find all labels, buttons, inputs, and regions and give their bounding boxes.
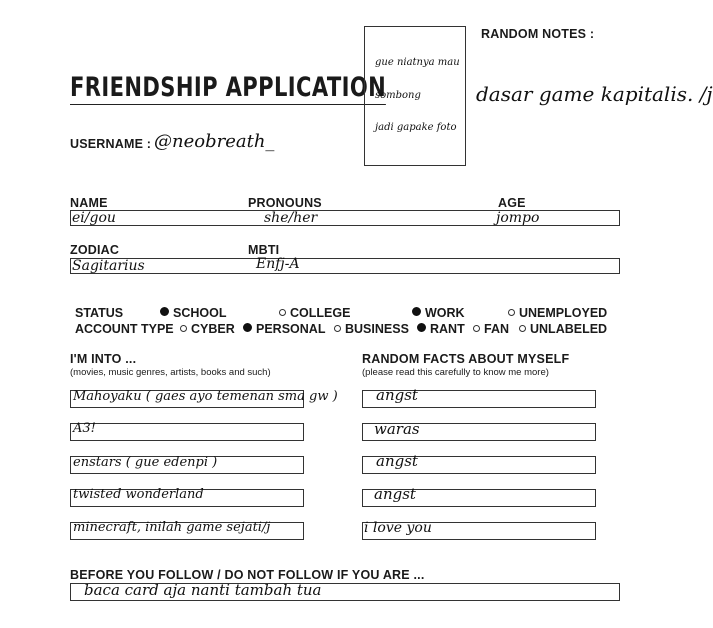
into-item-box[interactable] <box>70 423 304 441</box>
account-option-personal[interactable]: PERSONAL <box>243 322 325 336</box>
account-option-unlabeled[interactable]: UNLABELED <box>519 322 607 336</box>
photo-note-line: sombong <box>375 90 421 101</box>
follow-value: baca card aja nanti tambah tua <box>84 581 322 599</box>
account-option-business[interactable]: BUSINESS <box>334 322 409 336</box>
pronouns-label: PRONOUNS <box>248 196 322 210</box>
mbti-value: Enfj-A <box>256 256 300 272</box>
status-option-work[interactable]: WORK <box>412 306 465 320</box>
into-item-text: minecraft, inilah game sejati/j <box>73 520 271 535</box>
radio-empty-icon <box>180 325 187 332</box>
fact-item-text: angst <box>376 386 418 404</box>
into-item-text: Mahoyaku ( gaes ayo temenan sma gw ) <box>73 389 338 404</box>
status-row <box>75 306 635 322</box>
page-title: FRIENDSHIP APPLICATION <box>70 72 387 103</box>
facts-sublabel: (please read this carefully to know me more) <box>362 367 549 378</box>
zodiac-mbti-field[interactable] <box>70 258 620 274</box>
fact-item-text: angst <box>374 485 416 503</box>
account-option-fan[interactable]: FAN <box>473 322 509 336</box>
account-option-rant[interactable]: RANT <box>417 322 465 336</box>
radio-empty-icon <box>519 325 526 332</box>
radio-filled-icon <box>243 323 252 332</box>
account-type-row <box>75 322 635 338</box>
into-item-text: enstars ( gue edenpi ) <box>73 455 218 470</box>
age-label: AGE <box>498 196 526 210</box>
name-value: ei/gou <box>72 210 116 226</box>
radio-filled-icon <box>160 307 169 316</box>
username-value: @neobreath_ <box>154 131 275 152</box>
status-option-unemployed[interactable]: UNEMPLOYED <box>508 306 607 320</box>
radio-empty-icon <box>334 325 341 332</box>
photo-note-line: jadi gapake foto <box>375 122 457 133</box>
fact-item-text: i love you <box>364 520 432 536</box>
radio-empty-icon <box>473 325 480 332</box>
username-label: USERNAME : <box>70 137 152 151</box>
radio-empty-icon <box>508 309 515 316</box>
account-type-label: ACCOUNT TYPE <box>75 322 174 336</box>
into-item-text: A3! <box>73 421 96 436</box>
radio-filled-icon <box>417 323 426 332</box>
photo-note-line: gue niatnya mau <box>375 57 460 68</box>
age-value: jompo <box>496 210 540 226</box>
name-label: NAME <box>70 196 108 210</box>
status-option-school[interactable]: SCHOOL <box>160 306 226 320</box>
follow-label: BEFORE YOU FOLLOW / DO NOT FOLLOW IF YOU ARE ... <box>70 568 425 582</box>
zodiac-value: Sagitarius <box>72 258 145 274</box>
status-option-college[interactable]: COLLEGE <box>279 306 350 320</box>
mbti-label: MBTI <box>248 243 280 257</box>
into-label: I'M INTO ... <box>70 352 137 366</box>
fact-item-text: angst <box>376 452 418 470</box>
radio-filled-icon <box>412 307 421 316</box>
photo-box <box>364 26 466 166</box>
status-label: STATUS <box>75 306 124 320</box>
account-option-cyber[interactable]: CYBER <box>180 322 235 336</box>
random-notes-value: dasar game kapitalis. /j <box>476 82 713 106</box>
facts-label: RANDOM FACTS ABOUT MYSELF <box>362 352 570 366</box>
random-notes-label: RANDOM NOTES : <box>481 27 595 41</box>
into-item-text: twisted wonderland <box>73 487 204 502</box>
fact-item-text: waras <box>374 420 420 438</box>
into-sublabel: (movies, music genres, artists, books and such) <box>70 367 271 378</box>
radio-empty-icon <box>279 309 286 316</box>
pronouns-value: she/her <box>264 210 318 226</box>
zodiac-label: ZODIAC <box>70 243 120 257</box>
